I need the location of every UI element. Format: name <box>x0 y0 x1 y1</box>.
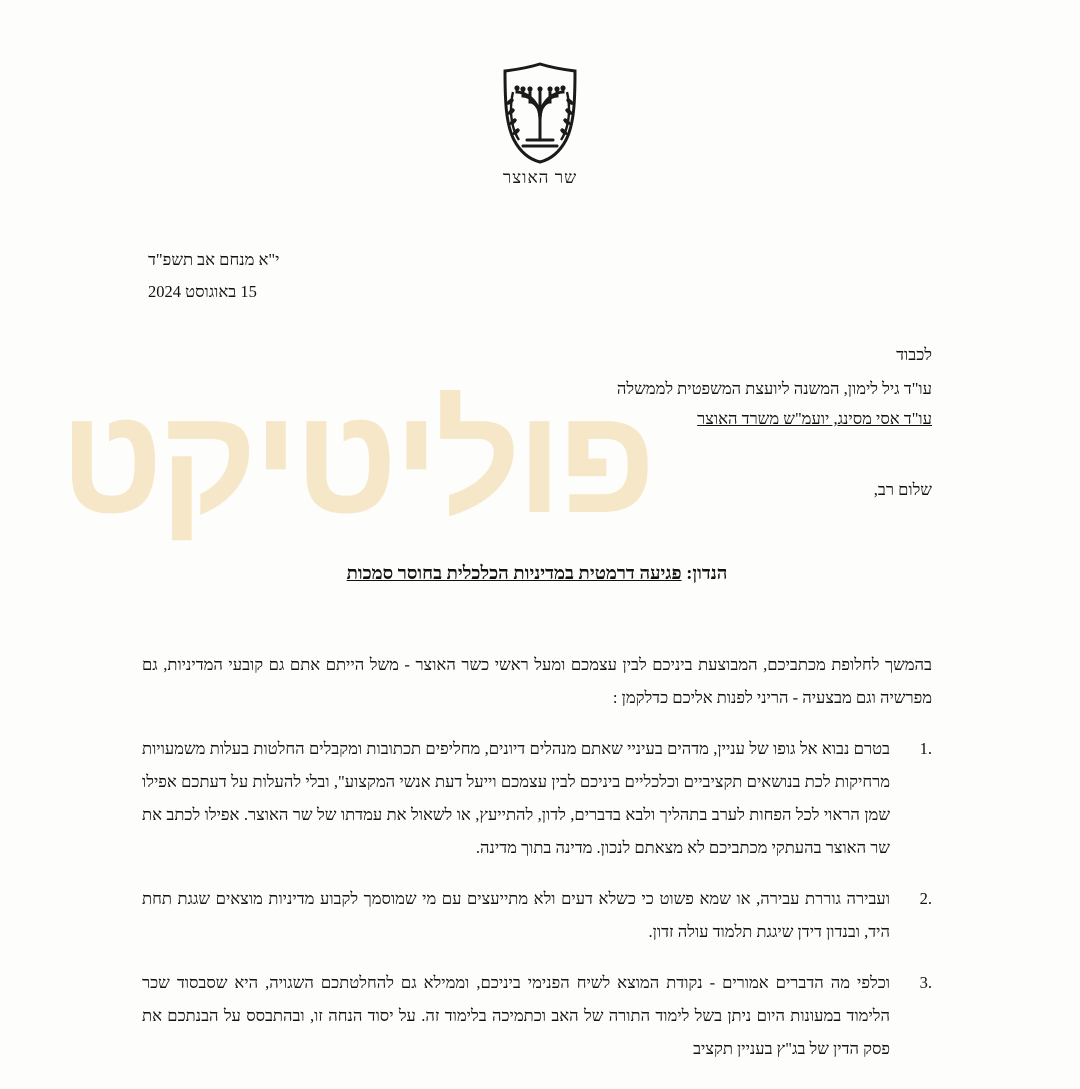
intro-paragraph: בהמשך לחלופת מכתביכם, המבוצעת ביניכם לבין עצמכם ומעל ראשי כשר האוצר - משל הייתם אתם גם קובעי המדיניות, גם מפרשיה וגם מבצעיה - הריני לפנות אליכם כדלקמן : <box>142 655 932 707</box>
menorah-emblem-icon <box>497 62 583 164</box>
addressee-to-label: לכבוד <box>896 345 932 364</box>
ministry-title: שר האוצר <box>502 168 578 187</box>
list-item <box>142 732 932 864</box>
addressee-name-1: עו"ד גיל לימון, המשנה ליועצת המשפטית לממשלה <box>616 378 932 398</box>
subject-text: פגיעה דרמטית במדיניות הכלכלית בחוסר סמכות <box>346 564 682 584</box>
date-gregorian: 15 באוגוסט 2024 <box>148 282 257 302</box>
date-hebrew: י"א מנחם אב תשפ"ד <box>148 250 280 269</box>
clause-number: 3. <box>919 973 932 992</box>
watermark-text: פוליטיקט <box>60 376 652 544</box>
greeting-line: שלום רב, <box>873 480 932 499</box>
clause-number: 2. <box>919 889 932 908</box>
subject-label: הנדון: <box>686 564 728 584</box>
clause-text: בטרם נבוא אל גופו של עניין, מדהים בעיניי שאתם מנהלים דיונים, מחליפים תכתובות ומקבלים החלטות בעלות משמעויות מרחיקות לכת בנושאים תקציביים וכלכליים ביניכם לבין עצמכם וייעל דעת אנשי המקצוע", ובלי להעלות על דעתכם אפילו שמן הראוי לכל הפחות לערב בתהליך ולבא בדברים, לדון, להתייעץ, או לשאול את עמדתו של שר האוצר. אפילו לכתב את שר האוצר בהעתקי מכתביכם לא מצאתם לנכון. מדינה בתוך מדינה. <box>142 739 890 857</box>
subject-line <box>142 564 932 585</box>
list-item <box>142 966 932 1065</box>
addressee-name-2: עו"ד אסי מסינג, יועמ"ש משרד האוצר <box>697 409 932 429</box>
addressee-block <box>412 340 932 435</box>
clause-text: ועבירה גוררת עבירה, או שמא פשוט כי כשלא דעים ולא מתייעצים עם מי שמוסמך לקבוע מדיניות מוצאים שגגת תחת היד, ובנדון דידן שיגגת תלמוד עולה זדון. <box>142 889 890 941</box>
numbered-clause-list <box>142 732 932 1065</box>
clause-text: וכלפי מה הדברים אמורים - נקודת המוצא לשיח הפנימי ביניכם, וממילא גם להחלטתכם השגויה, היא שסבסוד שכר הלימוד במעונות היום ניתן בשל לימוד התורה של האב וכתמיכה בלימוד זה. על יסוד הנחה זו, ובהתבסס על הבנתכם את פסק הדין של בג"ץ בעניין תקציב <box>142 973 890 1058</box>
clause-number: 1. <box>919 739 932 758</box>
letter-date <box>148 244 279 308</box>
state-emblem-container <box>0 62 1080 169</box>
letter-body <box>142 648 932 1083</box>
list-item <box>142 882 932 948</box>
